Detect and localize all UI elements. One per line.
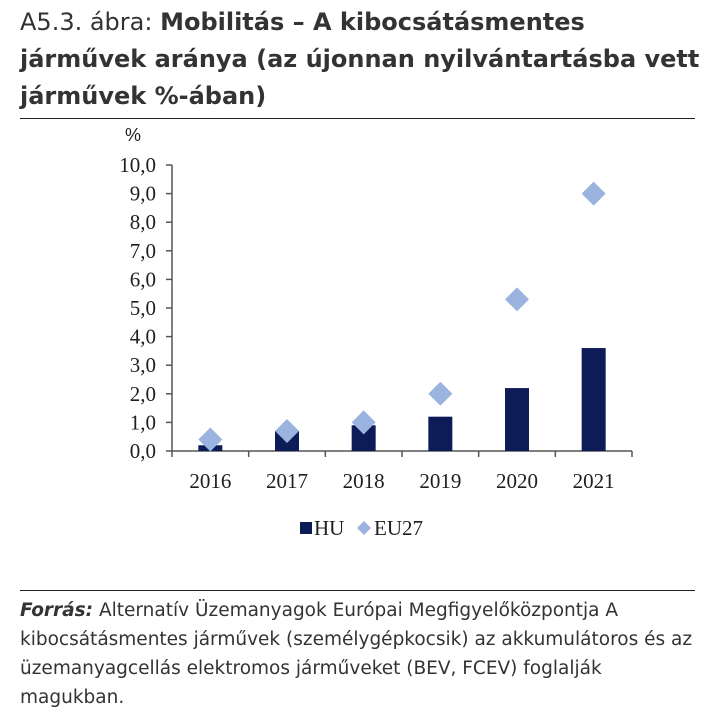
y-tick-label: 4,0 [129, 324, 156, 349]
y-tick-label: 8,0 [129, 210, 156, 235]
y-tick-label: 5,0 [129, 296, 156, 320]
legend-label-eu27: EU27 [374, 516, 423, 540]
y-tick-label: 9,0 [129, 181, 156, 206]
chart [0, 120, 715, 590]
x-tick-label: 2021 [572, 469, 615, 493]
title-main: Mobilitás – A kibocsátásmentes járművek aránya (az újonnan nyilvántartásba vett járművek %-ában) [20, 8, 700, 110]
bottom-divider [20, 590, 695, 591]
x-tick-label: 2016 [189, 469, 232, 493]
source-note [20, 596, 705, 712]
y-tick-label: 10,0 [119, 153, 156, 177]
y-tick-label: 3,0 [129, 353, 156, 378]
marker-eu27-2019 [428, 382, 452, 406]
marker-eu27-2021 [582, 182, 606, 206]
source-text: Alternatív Üzemanyagok Európai Megfigyelőközpontja A kibocsátásmentes járművek (személygépkocsik) az akkumulátoros és az üzemanyagcellás elektromos járműveket (BEV, FCEV) foglalják magukban. [20, 600, 693, 708]
chart-title [20, 4, 700, 115]
marker-eu27-2020 [505, 287, 529, 311]
legend-swatch-eu27 [357, 521, 371, 535]
y-tick-label: 0,0 [129, 439, 156, 463]
bar-hu-2019 [428, 417, 452, 451]
legend-swatch-hu [300, 522, 312, 534]
bar-hu-2020 [505, 388, 529, 451]
title-prefix: A5.3. ábra: [20, 8, 161, 36]
source-label: Forrás: [20, 600, 94, 621]
x-tick-label: 2019 [419, 469, 462, 493]
y-tick-label: 6,0 [129, 267, 156, 292]
y-tick-label: 2,0 [129, 381, 156, 406]
x-tick-label: 2017 [266, 469, 308, 493]
y-tick-label: 7,0 [129, 238, 156, 263]
top-divider [20, 118, 695, 119]
x-tick-label: 2018 [342, 469, 385, 493]
x-tick-label: 2020 [496, 469, 538, 493]
y-tick-label: 1,0 [129, 410, 156, 435]
bar-hu-2021 [582, 348, 606, 451]
legend-label-hu: HU [314, 516, 345, 540]
y-unit-label: % [124, 125, 142, 145]
